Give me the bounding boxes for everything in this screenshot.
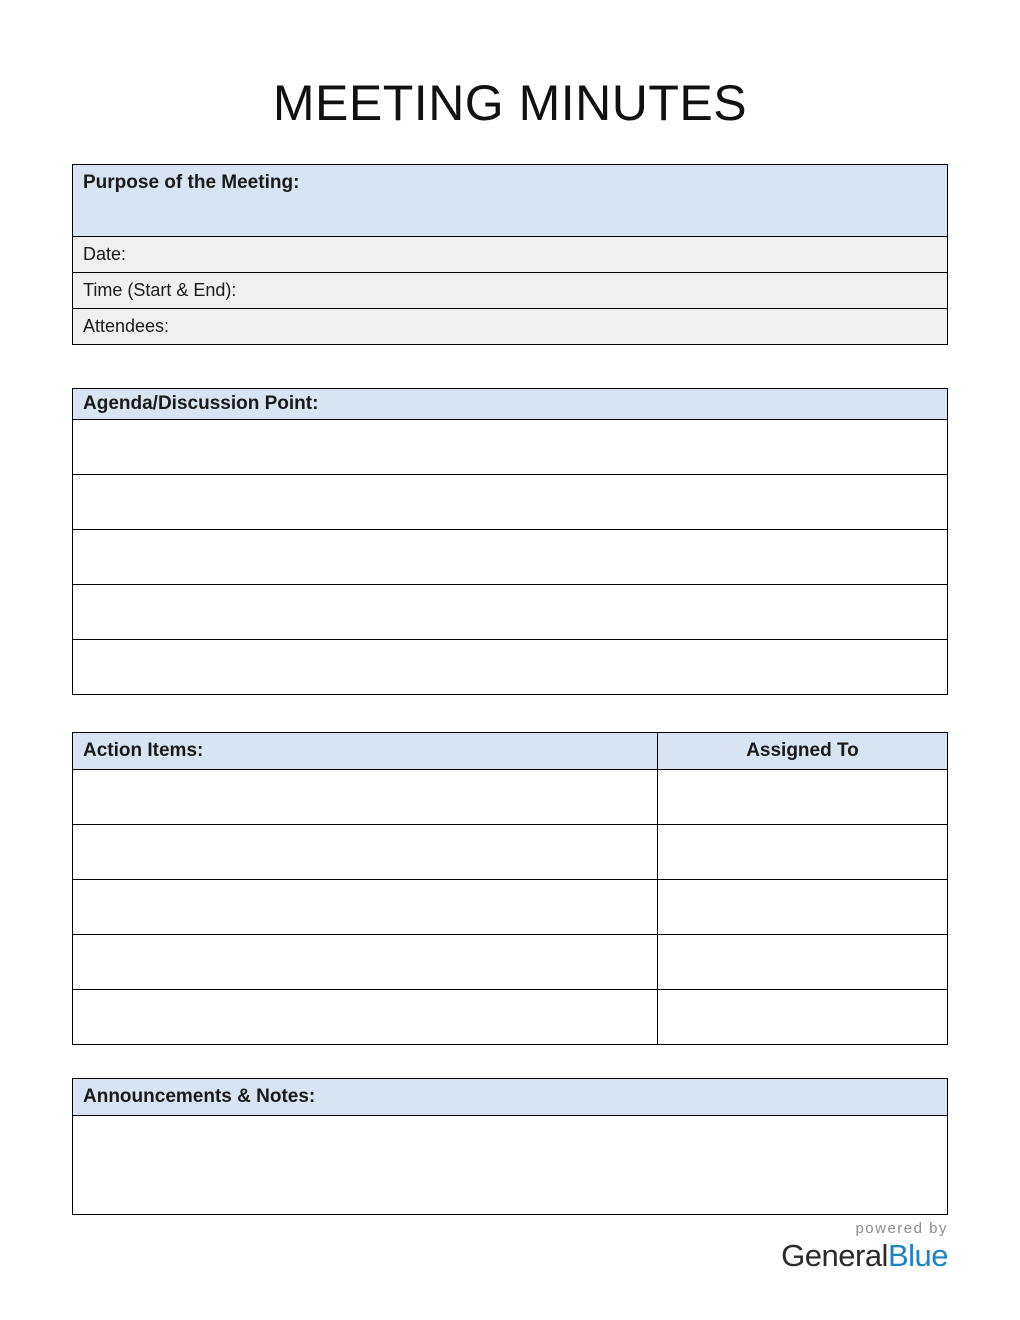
assigned-to-cell[interactable] <box>658 825 947 879</box>
purpose-of-meeting-label: Purpose of the Meeting: <box>83 172 300 193</box>
announcements-header <box>73 1079 947 1115</box>
agenda-header-label: Agenda/Discussion Point: <box>83 393 319 414</box>
assigned-to-cell[interactable] <box>658 990 947 1044</box>
agenda-row[interactable] <box>73 474 947 529</box>
agenda-header <box>73 389 947 419</box>
generalblue-logo <box>781 1239 948 1273</box>
announcements-table <box>72 1078 948 1215</box>
date-label: Date: <box>83 244 127 264</box>
action-items-row <box>73 769 947 824</box>
brand-blue-text: Blue <box>887 1237 948 1273</box>
field-row-attendees[interactable] <box>73 308 947 344</box>
assigned-to-cell[interactable] <box>658 770 947 824</box>
action-items-row <box>73 824 947 879</box>
action-item-cell[interactable] <box>73 935 658 989</box>
action-items-header-row <box>73 733 947 769</box>
announcements-header-label: Announcements & Notes: <box>83 1086 316 1107</box>
field-row-date[interactable] <box>73 236 947 272</box>
action-items-row <box>73 989 947 1044</box>
action-item-cell[interactable] <box>73 990 658 1044</box>
agenda-row[interactable] <box>73 639 947 694</box>
page-title: MEETING MINUTES <box>272 75 748 131</box>
meeting-info-table <box>72 164 948 345</box>
action-item-cell[interactable] <box>73 770 658 824</box>
action-items-header <box>73 733 658 769</box>
action-items-row <box>73 879 947 934</box>
action-items-row <box>73 934 947 989</box>
agenda-table <box>72 388 948 695</box>
agenda-row[interactable] <box>73 584 947 639</box>
purpose-of-meeting-cell[interactable] <box>73 165 947 236</box>
action-items-table <box>72 732 948 1045</box>
time-label: Time (Start & End): <box>83 280 237 300</box>
powered-by-text: powered by <box>855 1220 948 1237</box>
brand-general-text: General <box>781 1237 888 1273</box>
agenda-row[interactable] <box>73 419 947 474</box>
action-items-header-label: Action Items: <box>83 740 204 761</box>
attendees-label: Attendees: <box>83 316 170 336</box>
assigned-to-cell[interactable] <box>658 935 947 989</box>
assigned-to-header-label: Assigned To <box>746 740 859 761</box>
agenda-row[interactable] <box>73 529 947 584</box>
field-row-time[interactable] <box>73 272 947 308</box>
assigned-to-cell[interactable] <box>658 880 947 934</box>
announcements-body[interactable] <box>73 1115 947 1214</box>
footer-brand <box>781 1221 948 1273</box>
assigned-to-header <box>658 733 947 769</box>
action-item-cell[interactable] <box>73 880 658 934</box>
action-item-cell[interactable] <box>73 825 658 879</box>
